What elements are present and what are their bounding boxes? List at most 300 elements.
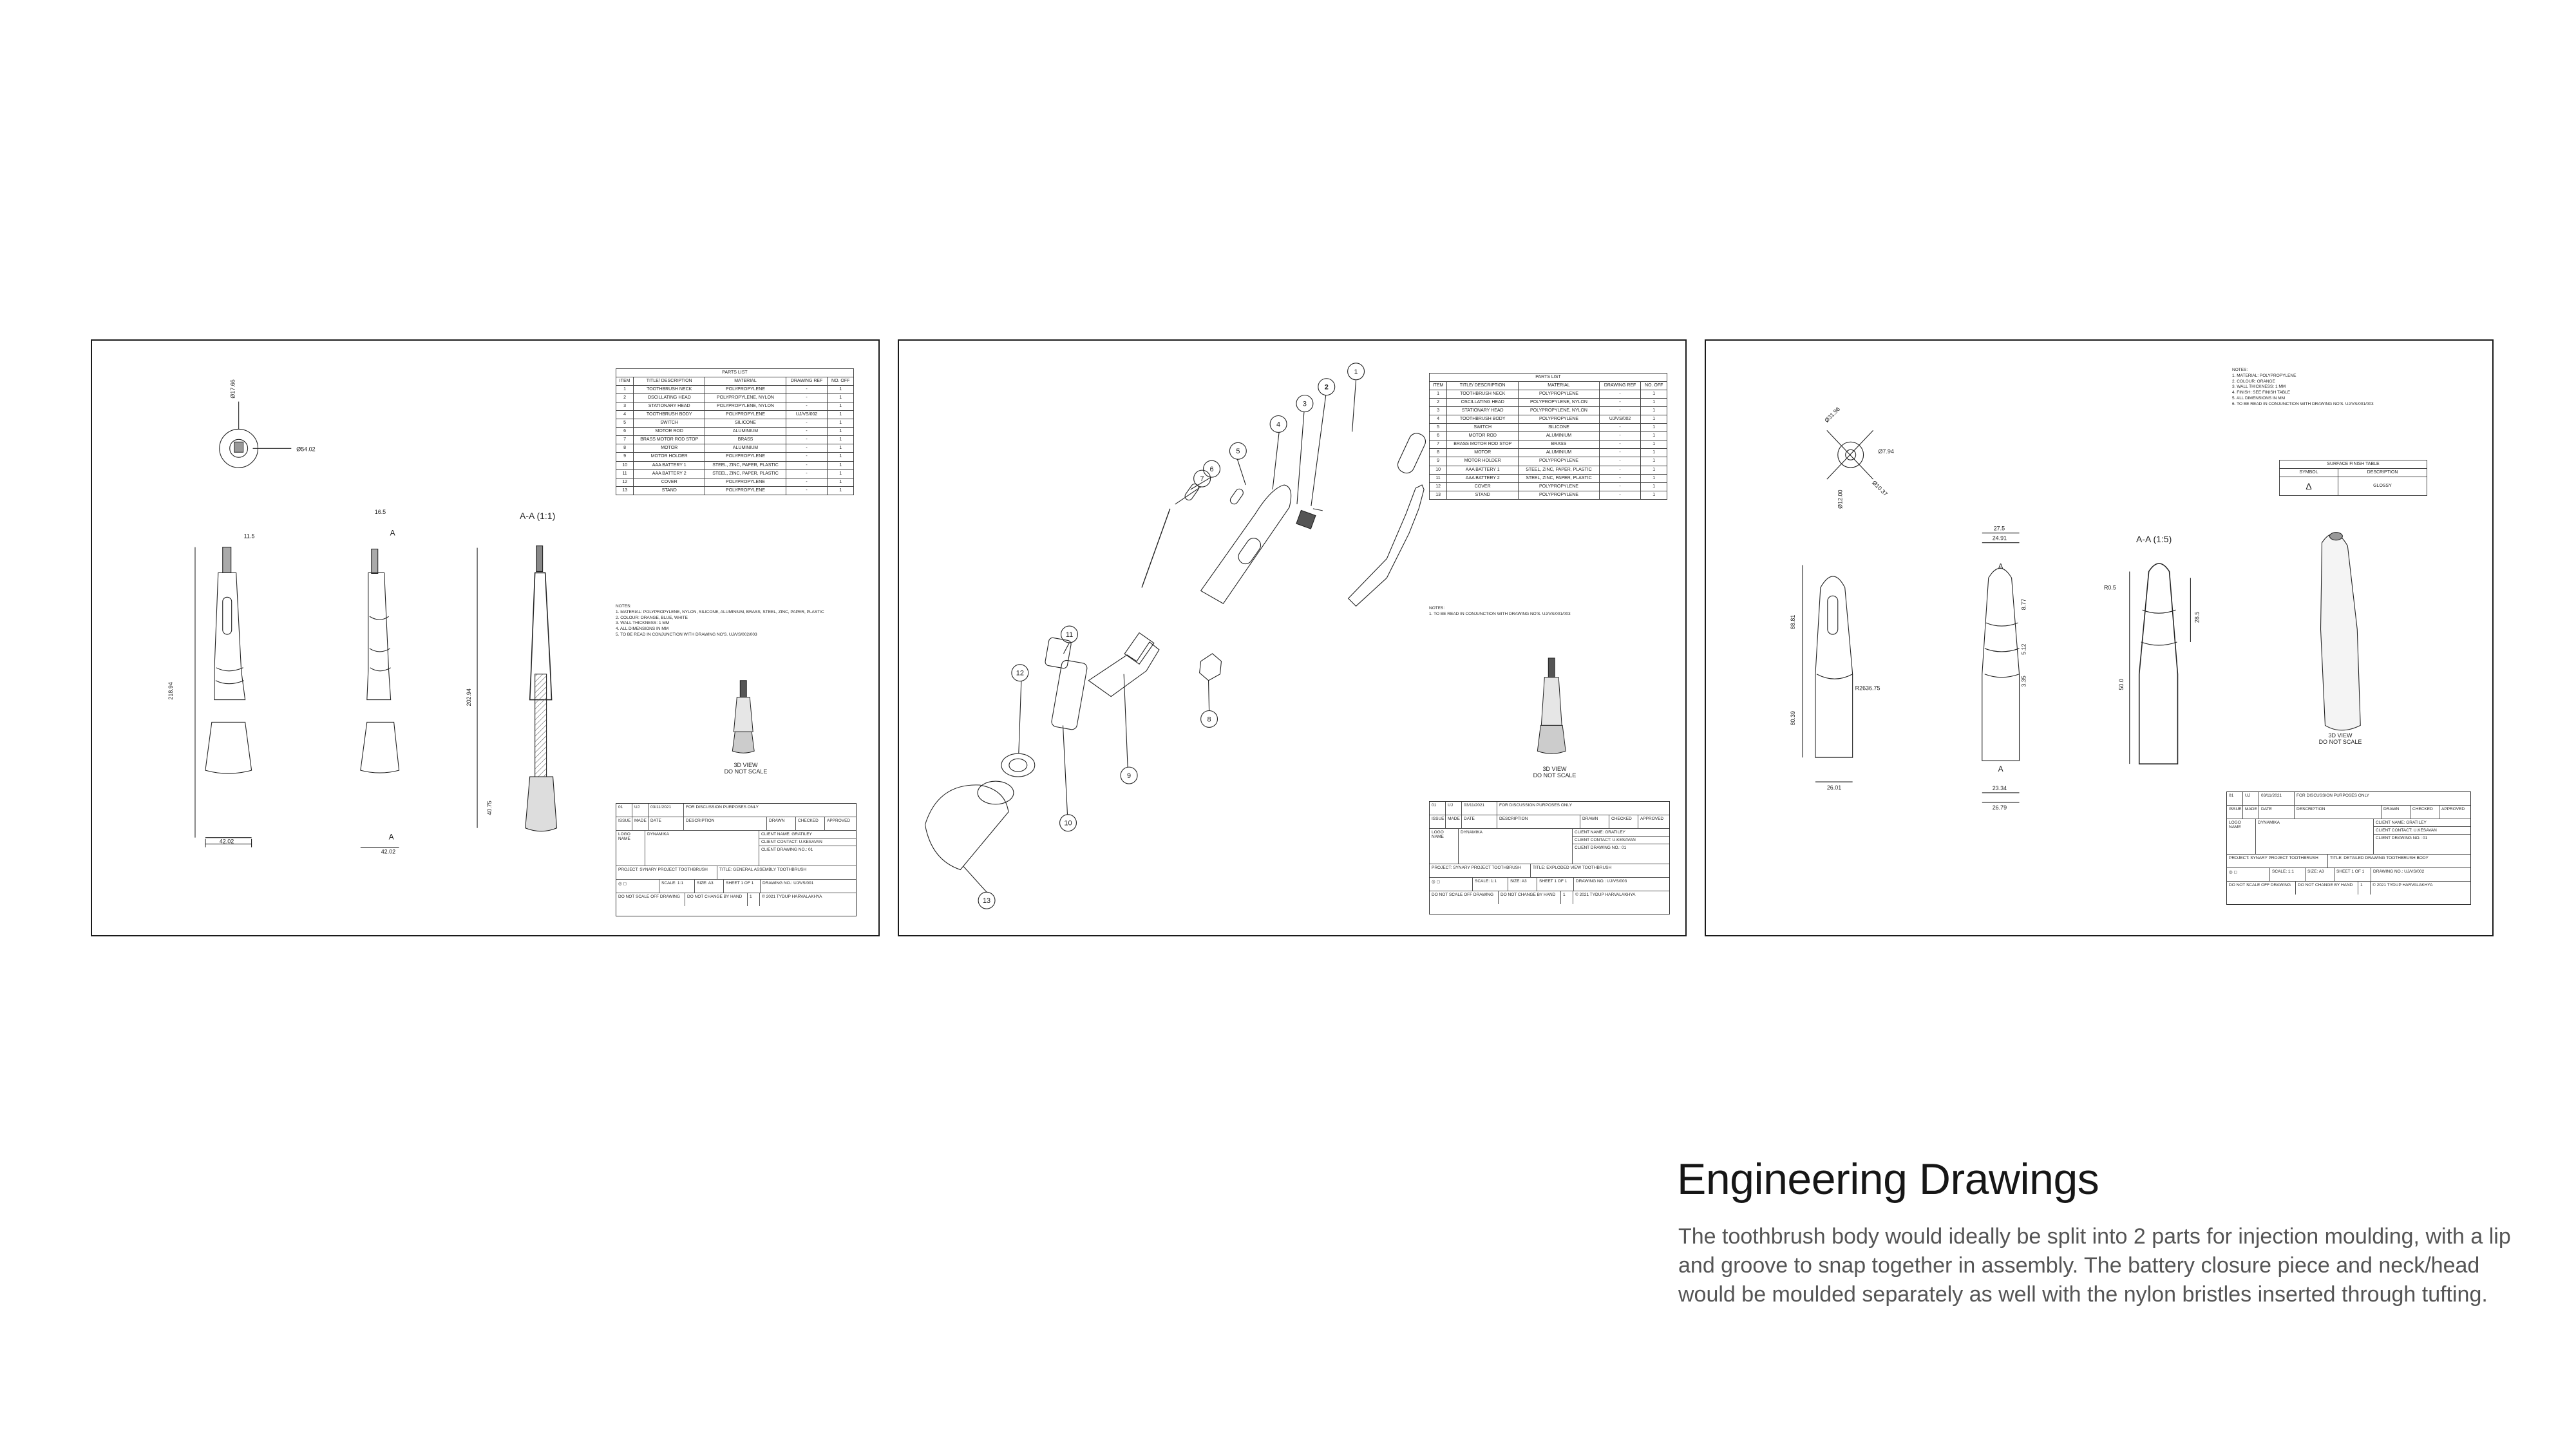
parts-list-cell: 1 (1641, 407, 1667, 415)
parts-list-cell: 1 (1641, 457, 1667, 466)
balloon-label: 10 (1064, 819, 1072, 828)
dim-top-width-a: 27.5 (1993, 525, 2005, 532)
parts-list-cell: - (1599, 449, 1641, 457)
tb-client-name: CLIENT NAME: GRATILEY (1573, 829, 1669, 837)
tb-sheet: SHEET 1 OF 1 (724, 880, 761, 893)
parts-list-cell: - (786, 386, 828, 394)
col-header: ITEM (616, 377, 634, 386)
dim-diameter-d: Ø12.00 (1837, 489, 1844, 509)
parts-list-cell: MOTOR ROD (634, 428, 705, 436)
parts-list-cell: SILICONE (1519, 424, 1599, 432)
parts-list-cell: POLYPROPYLENE (705, 386, 786, 394)
parts-list-cell: 10 (616, 461, 634, 469)
balloon-label: 9 (1127, 772, 1132, 781)
tb-issue-header: ISSUE (616, 817, 632, 830)
dim-base-width: 26.01 (1826, 784, 1842, 791)
tb-client-drawing: CLIENT DRAWING NO.: 01 (1575, 846, 1627, 850)
parts-list-row (616, 411, 854, 419)
parts-list-cell: 13 (616, 486, 634, 495)
parts-list-cell: - (1599, 482, 1641, 491)
tb-rev: 1 (2358, 882, 2371, 895)
dim-inner-diameter: Ø7.94 (1878, 448, 1894, 455)
parts-list-cell: 1 (616, 386, 634, 394)
dim-diameter-c: Ø10.37 (1871, 479, 1889, 498)
tb-description-header: DESCRIPTION (2295, 806, 2382, 819)
tb-purpose: FOR DISCUSSION PURPOSES ONLY (2297, 793, 2369, 798)
parts-list-cell: 1 (828, 461, 854, 469)
parts-list-cell: STAND (1447, 491, 1519, 499)
3d-view-label: 3D VIEW DO NOT SCALE (2318, 732, 2362, 745)
balloon-label: 13 (982, 897, 991, 905)
section-view-label: A-A (1:5) (2136, 534, 2172, 544)
parts-list-row (1430, 466, 1667, 474)
parts-list-cell: ALUMINIUM (705, 428, 786, 436)
parts-list-cell: 3 (616, 402, 634, 411)
parts-list-cell: BRASS MOTOR ROD STOP (634, 436, 705, 444)
parts-list-cell: ALUMINIUM (1519, 432, 1599, 440)
parts-list-cell: 8 (616, 444, 634, 453)
parts-list-row (1430, 457, 1667, 466)
parts-list-cell: 1 (828, 478, 854, 486)
parts-list-cell: - (1599, 457, 1641, 466)
tb-scale: SCALE: 1:1 (2270, 868, 2306, 881)
tb-drawing-no: DRAWING NO.: UJ/VS/003 (1576, 879, 1627, 884)
parts-list-cell: 1 (828, 394, 854, 402)
parts-list-cell: SILICONE (705, 419, 786, 428)
parts-list-cell: 1 (1641, 424, 1667, 432)
dim-base-diameter: Ø54.02 (296, 446, 316, 453)
tb-no-scale: DO NOT SCALE OFF DRAWING (2227, 882, 2296, 895)
parts-list-cell: 5 (1430, 424, 1447, 432)
title-block (2226, 791, 2471, 905)
parts-list-row (616, 461, 854, 469)
tb-drawn-header: DRAWN (1580, 815, 1609, 828)
parts-list-cell: MOTOR (1447, 449, 1519, 457)
balloon-label: 1 (1354, 368, 1358, 376)
parts-list-cell: 1 (828, 436, 854, 444)
parts-list-cell: 11 (616, 469, 634, 478)
parts-list-cell: MOTOR HOLDER (1447, 457, 1519, 466)
3d-view-label: 3D VIEW DO NOT SCALE (1533, 766, 1577, 779)
tb-logo (1430, 829, 1459, 864)
parts-list-cell: OSCILLATING HEAD (1447, 399, 1519, 407)
parts-list-cell: 1 (1641, 449, 1667, 457)
parts-list-cell: POLYPROPYLENE (1519, 415, 1599, 424)
tb-size: SIZE: A3 (695, 880, 724, 893)
col-header: NO. OFF (1641, 382, 1667, 390)
parts-list-cell: 13 (1430, 491, 1447, 499)
dim-height-lower: 80.39 (1790, 711, 1797, 726)
tb-project: PROJECT: SYNARY PROJECT TOOTHBRUSH (1430, 864, 1531, 877)
parts-list-cell: POLYPROPYLENE, NYLON (1519, 399, 1599, 407)
parts-list-cell: TOOTHBRUSH BODY (1447, 415, 1519, 424)
parts-list-cell: - (786, 428, 828, 436)
parts-list-cell: - (1599, 440, 1641, 449)
projection-symbol: ◎ ◻ (1430, 878, 1473, 891)
parts-list-cell: - (786, 478, 828, 486)
dim-offset-c: 3.35 (2020, 676, 2027, 687)
tb-issue: 01 (616, 804, 632, 817)
parts-list-cell: UJ/VS/002 (1599, 415, 1641, 424)
tb-sheet: SHEET 1 OF 1 (1537, 878, 1574, 891)
section-view-label: A-A (1:1) (520, 511, 556, 521)
balloon-label: 2 (1324, 383, 1329, 392)
tb-no-change: DO NOT CHANGE BY HAND (2296, 882, 2358, 895)
parts-list-cell: 1 (828, 428, 854, 436)
parts-list-cell: 8 (1430, 449, 1447, 457)
tb-purpose: FOR DISCUSSION PURPOSES ONLY (1499, 803, 1572, 808)
parts-list-row (616, 469, 854, 478)
col-header: DRAWING REF (786, 377, 828, 386)
parts-list-cell: 1 (1641, 466, 1667, 474)
tb-drawing-no: DRAWING NO.: UJ/VS/002 (2373, 869, 2425, 874)
tb-date-header: DATE (1462, 815, 1497, 828)
parts-list-cell: 9 (616, 453, 634, 461)
dim-overall-height: 218.94 (167, 682, 175, 700)
tb-name: DYNAMIKA (1459, 829, 1573, 864)
tb-logo (2227, 819, 2256, 854)
dim-stand-width-front: 42.02 (219, 838, 234, 845)
balloon-label: 12 (1016, 669, 1024, 677)
parts-list-cell: POLYPROPYLENE (1519, 457, 1599, 466)
parts-list-cell: 1 (828, 469, 854, 478)
tb-copyright: © 2021 TYDUP HARVALAKHYA (762, 895, 822, 899)
drawing-sheet-exploded-view (898, 339, 1687, 936)
tb-checked-header: CHECKED (1609, 815, 1638, 828)
parts-list-cell: BRASS (1519, 440, 1599, 449)
tb-client-contact: CLIENT CONTACT: U.KESAVAN (2374, 827, 2470, 835)
parts-list-cell: MOTOR (634, 444, 705, 453)
tb-client-info (759, 831, 856, 866)
tb-approved-header: APPROVED (2441, 807, 2465, 811)
parts-list-cell: UJ/VS/002 (786, 411, 828, 419)
parts-list-cell: OSCILLATING HEAD (634, 394, 705, 402)
tb-title: TITLE: DETAILED DRAWING TOOTHBRUSH BODY (2330, 856, 2429, 860)
parts-list-cell: TOOTHBRUSH NECK (634, 386, 705, 394)
parts-list-cell: POLYPROPYLENE (1519, 491, 1599, 499)
tb-made-header: MADE (2243, 806, 2259, 819)
col-header: DRAWING REF (1599, 382, 1641, 390)
tb-client-name: CLIENT NAME: GRATILEY (2374, 819, 2470, 827)
parts-list-cell: TOOTHBRUSH NECK (1447, 390, 1519, 399)
section-marker-bottom: A (388, 832, 394, 842)
tb-name-label: NAME (2229, 825, 2241, 829)
tb-date: 03/11/2021 (2259, 792, 2295, 805)
tb-rev: 1 (1561, 891, 1573, 904)
dim-radius: R2636.75 (1855, 685, 1880, 692)
tb-name-label: NAME (1432, 835, 1444, 839)
dim-section-radius: R0.5 (2103, 584, 2116, 591)
dim-stand-height: 40.75 (486, 800, 493, 815)
parts-list-cell: 10 (1430, 466, 1447, 474)
tb-client-info (2374, 819, 2470, 854)
parts-list-table (616, 368, 854, 495)
parts-list-cell: 7 (616, 436, 634, 444)
parts-list-cell: COVER (1447, 482, 1519, 491)
parts-list-cell: AAA BATTERY 2 (634, 469, 705, 478)
tb-date: 03/11/2021 (1462, 802, 1497, 815)
dim-stand-width-side: 42.02 (381, 848, 396, 855)
parts-list-cell: 7 (1430, 440, 1447, 449)
parts-list-cell: 1 (1641, 432, 1667, 440)
parts-list-cell: - (786, 486, 828, 495)
tb-scale: SCALE: 1:1 (1473, 878, 1508, 891)
parts-list-cell: 1 (828, 386, 854, 394)
tb-logo (616, 831, 645, 866)
balloon-label: 3 (1302, 400, 1307, 408)
tb-date-header: DATE (2259, 806, 2295, 819)
col-header: TITLE/ DESCRIPTION (634, 377, 705, 386)
tb-no-change: DO NOT CHANGE BY HAND (1499, 891, 1561, 904)
parts-list-cell: POLYPROPYLENE, NYLON (1519, 407, 1599, 415)
parts-list-row (1430, 390, 1667, 399)
parts-list-body (616, 386, 854, 495)
section-heading: Engineering Drawings (1677, 1155, 2099, 1204)
tb-copyright: © 2021 TYDUP HARVALAKHYA (1575, 893, 1636, 897)
col-header: MATERIAL (1519, 382, 1599, 390)
parts-list-cell: POLYPROPYLENE (1519, 390, 1599, 399)
parts-list-row (616, 428, 854, 436)
parts-list-cell: STEEL, ZINC, PAPER, PLASTIC (1519, 474, 1599, 482)
parts-list-cell: 11 (1430, 474, 1447, 482)
drawing-notes: NOTES: 1. MATERIAL: POLYPROPYLENE, NYLON, SILICONE, ALUMINIUM, BRASS, STEEL, ZINC, PAPER, PLASTIC 2. COLOUR: ORANGE, BLUE, WHITE 3. WALL THICKNESS: 1 MM 4. ALL DIMENSIONS IN MM 5. TO BE READ IN CONJUNCTION WITH DRAWING NO'S. UJ/VS/002/003 (616, 604, 824, 637)
parts-list-row (1430, 449, 1667, 457)
parts-list-cell: STATIONARY HEAD (1447, 407, 1519, 415)
parts-list-cell: TOOTHBRUSH BODY (634, 411, 705, 419)
parts-list-cell: STEEL, ZINC, PAPER, PLASTIC (705, 469, 786, 478)
balloon-label: 7 (1200, 475, 1204, 484)
parts-list-cell: 1 (828, 444, 854, 453)
parts-list-row (616, 453, 854, 461)
tb-project: PROJECT: SYNARY PROJECT TOOTHBRUSH (2227, 855, 2328, 867)
dim-head-width: 11.5 (243, 533, 255, 540)
surface-finish-table (2279, 460, 2427, 496)
parts-list-cell: - (786, 444, 828, 453)
tb-drawn-header: DRAWN (767, 817, 796, 830)
parts-list-cell: - (1599, 399, 1641, 407)
parts-list-table (1429, 373, 1667, 500)
tb-title: TITLE: EXPLODED VIEW TOOTHBRUSH (1533, 866, 1612, 870)
parts-list-cell: BRASS MOTOR ROD STOP (1447, 440, 1519, 449)
tb-made: UJ (1446, 802, 1462, 815)
parts-list-cell: 1 (1641, 415, 1667, 424)
tb-purpose: FOR DISCUSSION PURPOSES ONLY (686, 805, 759, 810)
drawing-notes: NOTES: 1. TO BE READ IN CONJUNCTION WITH DRAWING NO'S. UJ/VS/001/003 (1429, 606, 1571, 616)
parts-list-cell: - (786, 436, 828, 444)
parts-list-cell: POLYPROPYLENE (705, 486, 786, 495)
parts-list-cell: STEEL, ZINC, PAPER, PLASTIC (705, 461, 786, 469)
dim-side-width: 16.5 (374, 508, 386, 515)
dim-section-height-b: 50.0 (2117, 679, 2125, 690)
parts-list-title: PARTS LIST (1429, 373, 1667, 381)
parts-list-cell: POLYPROPYLENE, NYLON (705, 394, 786, 402)
dim-bottom-width-b: 26.79 (1992, 804, 2007, 811)
tb-issue-header: ISSUE (1430, 815, 1446, 828)
tb-size: SIZE: A3 (1508, 878, 1537, 891)
parts-list-cell: 1 (1641, 482, 1667, 491)
parts-list-cell: MOTOR ROD (1447, 432, 1519, 440)
parts-list-cell: ALUMINIUM (705, 444, 786, 453)
tb-size: SIZE: A3 (2306, 868, 2334, 881)
tb-checked-header: CHECKED (2410, 806, 2439, 819)
parts-list-cell: - (786, 394, 828, 402)
parts-list-row (616, 478, 854, 486)
parts-list-cell: ALUMINIUM (1519, 449, 1599, 457)
parts-list-cell: POLYPROPYLENE (705, 411, 786, 419)
tb-made-header: MADE (632, 817, 649, 830)
tb-description-header: DESCRIPTION (1497, 815, 1580, 828)
parts-list-row (1430, 474, 1667, 482)
parts-list-cell: 1 (1641, 440, 1667, 449)
col-header: NO. OFF (828, 377, 854, 386)
parts-list-cell: - (1599, 407, 1641, 415)
tb-no-scale: DO NOT SCALE OFF DRAWING (1430, 891, 1499, 904)
tb-client-contact: CLIENT CONTACT: U.KESAVAN (759, 838, 856, 846)
parts-list-cell: 6 (616, 428, 634, 436)
parts-list-cell: - (786, 419, 828, 428)
parts-list-cell: 12 (616, 478, 634, 486)
title-block (616, 803, 857, 916)
tb-client-info (1573, 829, 1669, 864)
parts-list-cell: AAA BATTERY 2 (1447, 474, 1519, 482)
title-block (1429, 801, 1670, 914)
balloon-label: 11 (1065, 631, 1074, 639)
parts-list-cell: 1 (1641, 399, 1667, 407)
tb-rev: 1 (748, 893, 760, 906)
parts-list-cell: 12 (1430, 482, 1447, 491)
tb-date-header: DATE (649, 817, 684, 830)
parts-list-cell: - (1599, 390, 1641, 399)
parts-list-cell: SWITCH (634, 419, 705, 428)
tb-no-change: DO NOT CHANGE BY HAND (685, 893, 748, 906)
parts-list-cell: SWITCH (1447, 424, 1519, 432)
tb-project: PROJECT: SYNARY PROJECT TOOTHBRUSH (616, 866, 717, 879)
drawing-sheet-detailed-drawing (1705, 339, 2494, 936)
parts-list-cell: 2 (616, 394, 634, 402)
section-marker-top: A (1998, 562, 2003, 571)
col-header: TITLE/ DESCRIPTION (1447, 382, 1519, 390)
parts-list-row (1430, 407, 1667, 415)
tb-drawn-header: DRAWN (2382, 806, 2410, 819)
parts-list-cell: STATIONARY HEAD (634, 402, 705, 411)
parts-list-cell: POLYPROPYLENE (705, 453, 786, 461)
tb-logo-label: LOGO (618, 832, 630, 837)
parts-list-cell: COVER (634, 478, 705, 486)
parts-list-cell: MOTOR HOLDER (634, 453, 705, 461)
finish-symbol: Δ (2280, 477, 2338, 496)
finish-description: GLOSSY (2338, 477, 2427, 496)
tb-name: DYNAMIKA (2256, 819, 2374, 854)
parts-list-cell: 1 (828, 486, 854, 495)
tb-name-label: NAME (618, 837, 630, 841)
parts-list-row (1430, 424, 1667, 432)
tb-no-scale: DO NOT SCALE OFF DRAWING (616, 893, 685, 906)
tb-scale: SCALE: 1:1 (659, 880, 695, 893)
tb-client-name: CLIENT NAME: GRATILEY (759, 831, 856, 838)
balloon-label: 6 (1209, 466, 1214, 474)
tb-made: UJ (632, 804, 649, 817)
parts-list-cell: - (786, 453, 828, 461)
parts-list-cell: AAA BATTERY 1 (634, 461, 705, 469)
col-header: DESCRIPTION (2338, 469, 2427, 477)
parts-list-cell: 6 (1430, 432, 1447, 440)
tb-approved-header: APPROVED (1640, 817, 1664, 821)
finish-table-title: SURFACE FINISH TABLE (2279, 460, 2427, 468)
parts-list-row (616, 419, 854, 428)
parts-list-cell: 3 (1430, 407, 1447, 415)
tb-client-contact: CLIENT CONTACT: U.KESAVAN (1573, 837, 1669, 844)
parts-list-row (1430, 415, 1667, 424)
tb-date: 03/11/2021 (649, 804, 684, 817)
parts-list-cell: 1 (1641, 491, 1667, 499)
dim-offset-b: 5.12 (2020, 643, 2027, 655)
parts-list-cell: - (786, 402, 828, 411)
tb-made-header: MADE (1446, 815, 1462, 828)
drawing-sheet-general-assembly (91, 339, 880, 936)
parts-list-cell: POLYPROPYLENE (1519, 482, 1599, 491)
parts-list-cell: - (1599, 466, 1641, 474)
tb-title: TITLE: GENERAL ASSEMBLY TOOTHBRUSH (719, 867, 807, 872)
parts-list-cell: - (1599, 432, 1641, 440)
parts-list-cell: 4 (1430, 415, 1447, 424)
parts-list-row (616, 444, 854, 453)
col-header: MATERIAL (705, 377, 786, 386)
parts-list-cell: 1 (828, 419, 854, 428)
dim-top-width-b: 24.91 (1992, 535, 2007, 542)
parts-list-cell: 2 (1430, 399, 1447, 407)
tb-checked-header: CHECKED (796, 817, 825, 830)
parts-list-row (616, 394, 854, 402)
parts-list-cell: 1 (828, 453, 854, 461)
tb-copyright: © 2021 TYDUP HARVALAKHYA (2372, 883, 2433, 887)
projection-symbol: ◎ ◻ (616, 880, 659, 893)
parts-list-row (1430, 440, 1667, 449)
tb-client-drawing: CLIENT DRAWING NO.: 01 (2376, 836, 2428, 840)
parts-list-cell: - (1599, 424, 1641, 432)
parts-list-body (1430, 390, 1667, 500)
parts-list-cell: 1 (828, 402, 854, 411)
tb-drawing-no: DRAWING NO.: UJ/VS/001 (762, 881, 814, 886)
parts-list-cell: BRASS (705, 436, 786, 444)
parts-list-cell: - (1599, 491, 1641, 499)
parts-list-cell: 4 (616, 411, 634, 419)
parts-list-row (616, 436, 854, 444)
parts-list-row (1430, 399, 1667, 407)
parts-list-cell: STEEL, ZINC, PAPER, PLASTIC (1519, 466, 1599, 474)
parts-list-cell: 1 (1430, 390, 1447, 399)
tb-issue: 01 (1430, 802, 1446, 815)
dim-top-diameter: Ø17.66 (229, 379, 236, 399)
balloon-label: 4 (1276, 421, 1281, 429)
parts-list-row (1430, 491, 1667, 499)
parts-list-row (616, 386, 854, 394)
dim-section-height: 202.94 (466, 688, 473, 706)
balloon-label: 8 (1207, 715, 1211, 724)
parts-list-cell: 1 (1641, 390, 1667, 399)
tb-issue-header: ISSUE (2227, 806, 2243, 819)
tb-sheet: SHEET 1 OF 1 (2334, 868, 2371, 881)
projection-symbol: ◎ ◻ (2227, 868, 2270, 881)
tb-logo-label: LOGO (1432, 830, 1444, 835)
parts-list-cell: 1 (1641, 474, 1667, 482)
tb-description-header: DESCRIPTION (684, 817, 767, 830)
col-header: SYMBOL (2280, 469, 2338, 477)
tb-made: UJ (2243, 792, 2259, 805)
parts-list-row (1430, 482, 1667, 491)
tb-logo-label: LOGO (2229, 820, 2241, 825)
parts-list-row (616, 486, 854, 495)
parts-list-cell: - (786, 461, 828, 469)
